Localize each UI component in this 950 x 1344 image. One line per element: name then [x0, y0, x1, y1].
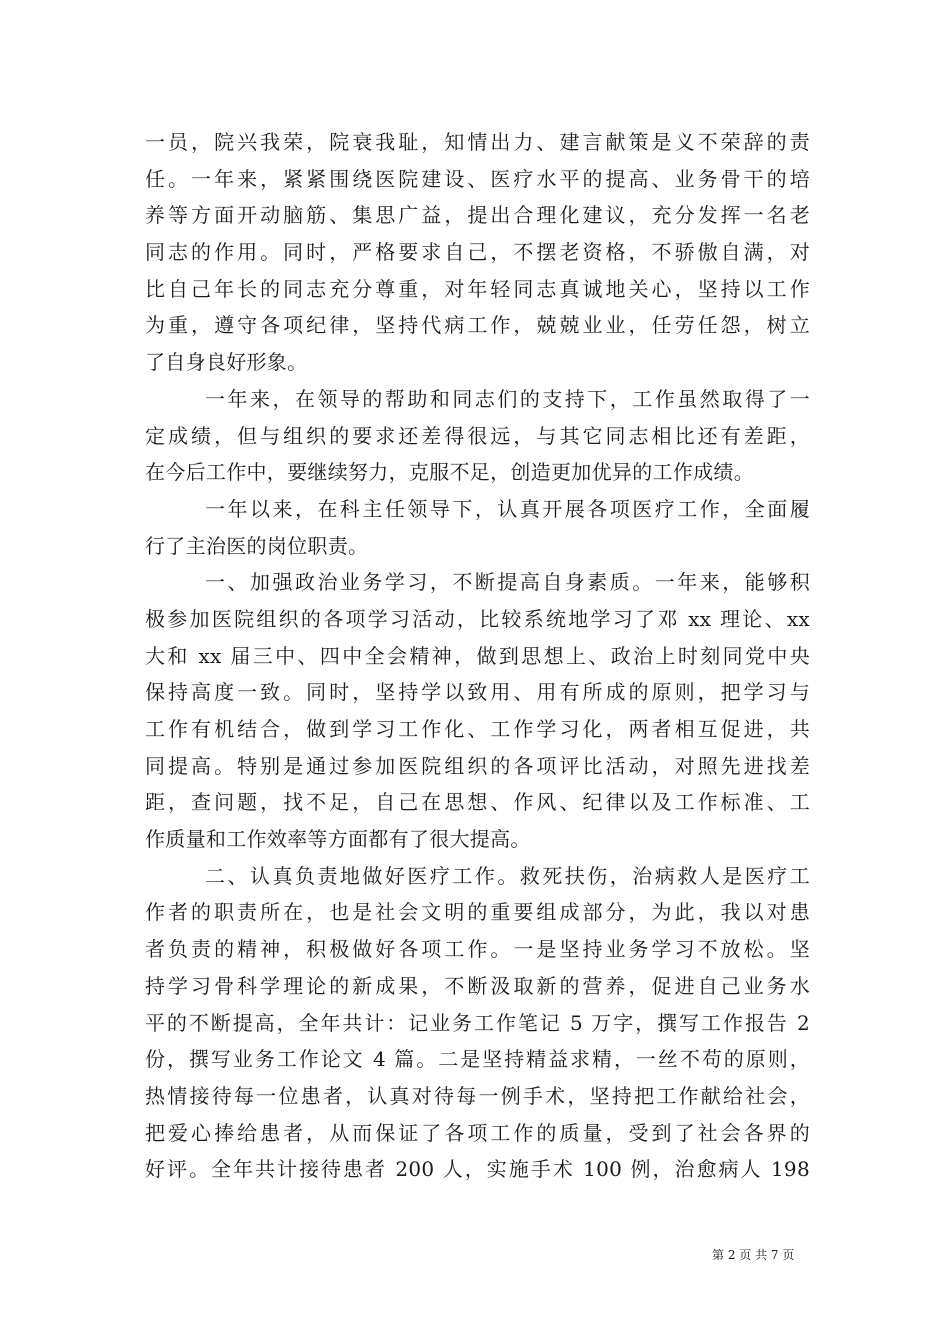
text-line: 为重，遵守各项纪律，坚持代病工作，兢兢业业，任劳任怨，树立 [145, 313, 810, 338]
text-line: 份，撰写业务工作论文 4 篇。二是坚持精益求精，一丝不苟的原则， [145, 1047, 810, 1072]
text-line: 好评。全年共计接待患者 200 人，实施手术 100 例，治愈病人 198 [145, 1157, 810, 1182]
text-line: 了自身良好形象。 [145, 350, 308, 375]
text-line: 大和 xx 届三中、四中全会精神，做到思想上、政治上时刻同党中央 [145, 643, 810, 668]
text-line: 一年以来，在科主任领导下，认真开展各项医疗工作，全面履 [205, 496, 810, 521]
text-line: 二、认真负责地做好医疗工作。救死扶伤，治病救人是医疗工 [205, 863, 810, 888]
text-line: 比自己年长的同志充分尊重，对年轻同志真诚地关心，坚持以工作 [145, 276, 810, 301]
text-line: 一、加强政治业务学习，不断提高自身素质。一年来，能够积 [205, 570, 810, 595]
text-line: 平的不断提高，全年共计：记业务工作笔记 5 万字，撰写工作报告 2 [145, 1010, 810, 1035]
text-line: 者负责的精神，积极做好各项工作。一是坚持业务学习不放松。坚 [145, 937, 810, 962]
text-line: 距，查问题，找不足，自己在思想、作风、纪律以及工作标准、工 [145, 790, 810, 815]
text-line: 作质量和工作效率等方面都有了很大提高。 [145, 827, 531, 852]
text-line: 作者的职责所在，也是社会文明的重要组成部分，为此，我以对患 [145, 900, 810, 925]
text-line: 养等方面开动脑筋、集思广益，提出合理化建议，充分发挥一名老 [145, 203, 810, 228]
page-number-footer: 第 2 页 共 7 页 [712, 1248, 795, 1262]
text-line: 在今后工作中，要继续努力，克服不足，创造更加优异的工作成绩。 [145, 460, 754, 485]
text-line: 极参加医院组织的各项学习活动，比较系统地学习了邓 xx 理论、xx [145, 606, 810, 631]
text-line: 一员，院兴我荣，院衰我耻，知情出力、建言献策是义不荣辞的责 [145, 130, 810, 154]
text-line: 把爱心捧给患者，从而保证了各项工作的质量，受到了社会各界的 [145, 1120, 810, 1145]
text-line: 工作有机结合，做到学习工作化、工作学习化，两者相互促进，共 [145, 717, 810, 741]
text-line: 行了主治医的岗位职责。 [145, 533, 369, 558]
text-line: 持学习骨科学理论的新成果，不断汲取新的营养，促进自己业务水 [145, 973, 810, 998]
text-line: 热情接待每一位患者，认真对待每一例手术，坚持把工作献给社会， [145, 1083, 810, 1108]
text-line: 同提高。特别是通过参加医院组织的各项评比活动，对照先进找差 [145, 753, 810, 778]
text-line: 保持高度一致。同时，坚持学以致用、用有所成的原则，把学习与 [145, 680, 810, 705]
text-line: 定成绩，但与组织的要求还差得很远，与其它同志相比还有差距， [145, 423, 810, 448]
document-body [145, 124, 810, 1188]
text-line: 任。一年来，紧紧围绕医院建设、医疗水平的提高、业务骨干的培 [145, 166, 810, 191]
text-line: 一年来，在领导的帮助和同志们的支持下，工作虽然取得了一 [205, 386, 810, 411]
text-line: 同志的作用。同时，严格要求自己，不摆老资格，不骄傲自满，对 [145, 240, 810, 265]
